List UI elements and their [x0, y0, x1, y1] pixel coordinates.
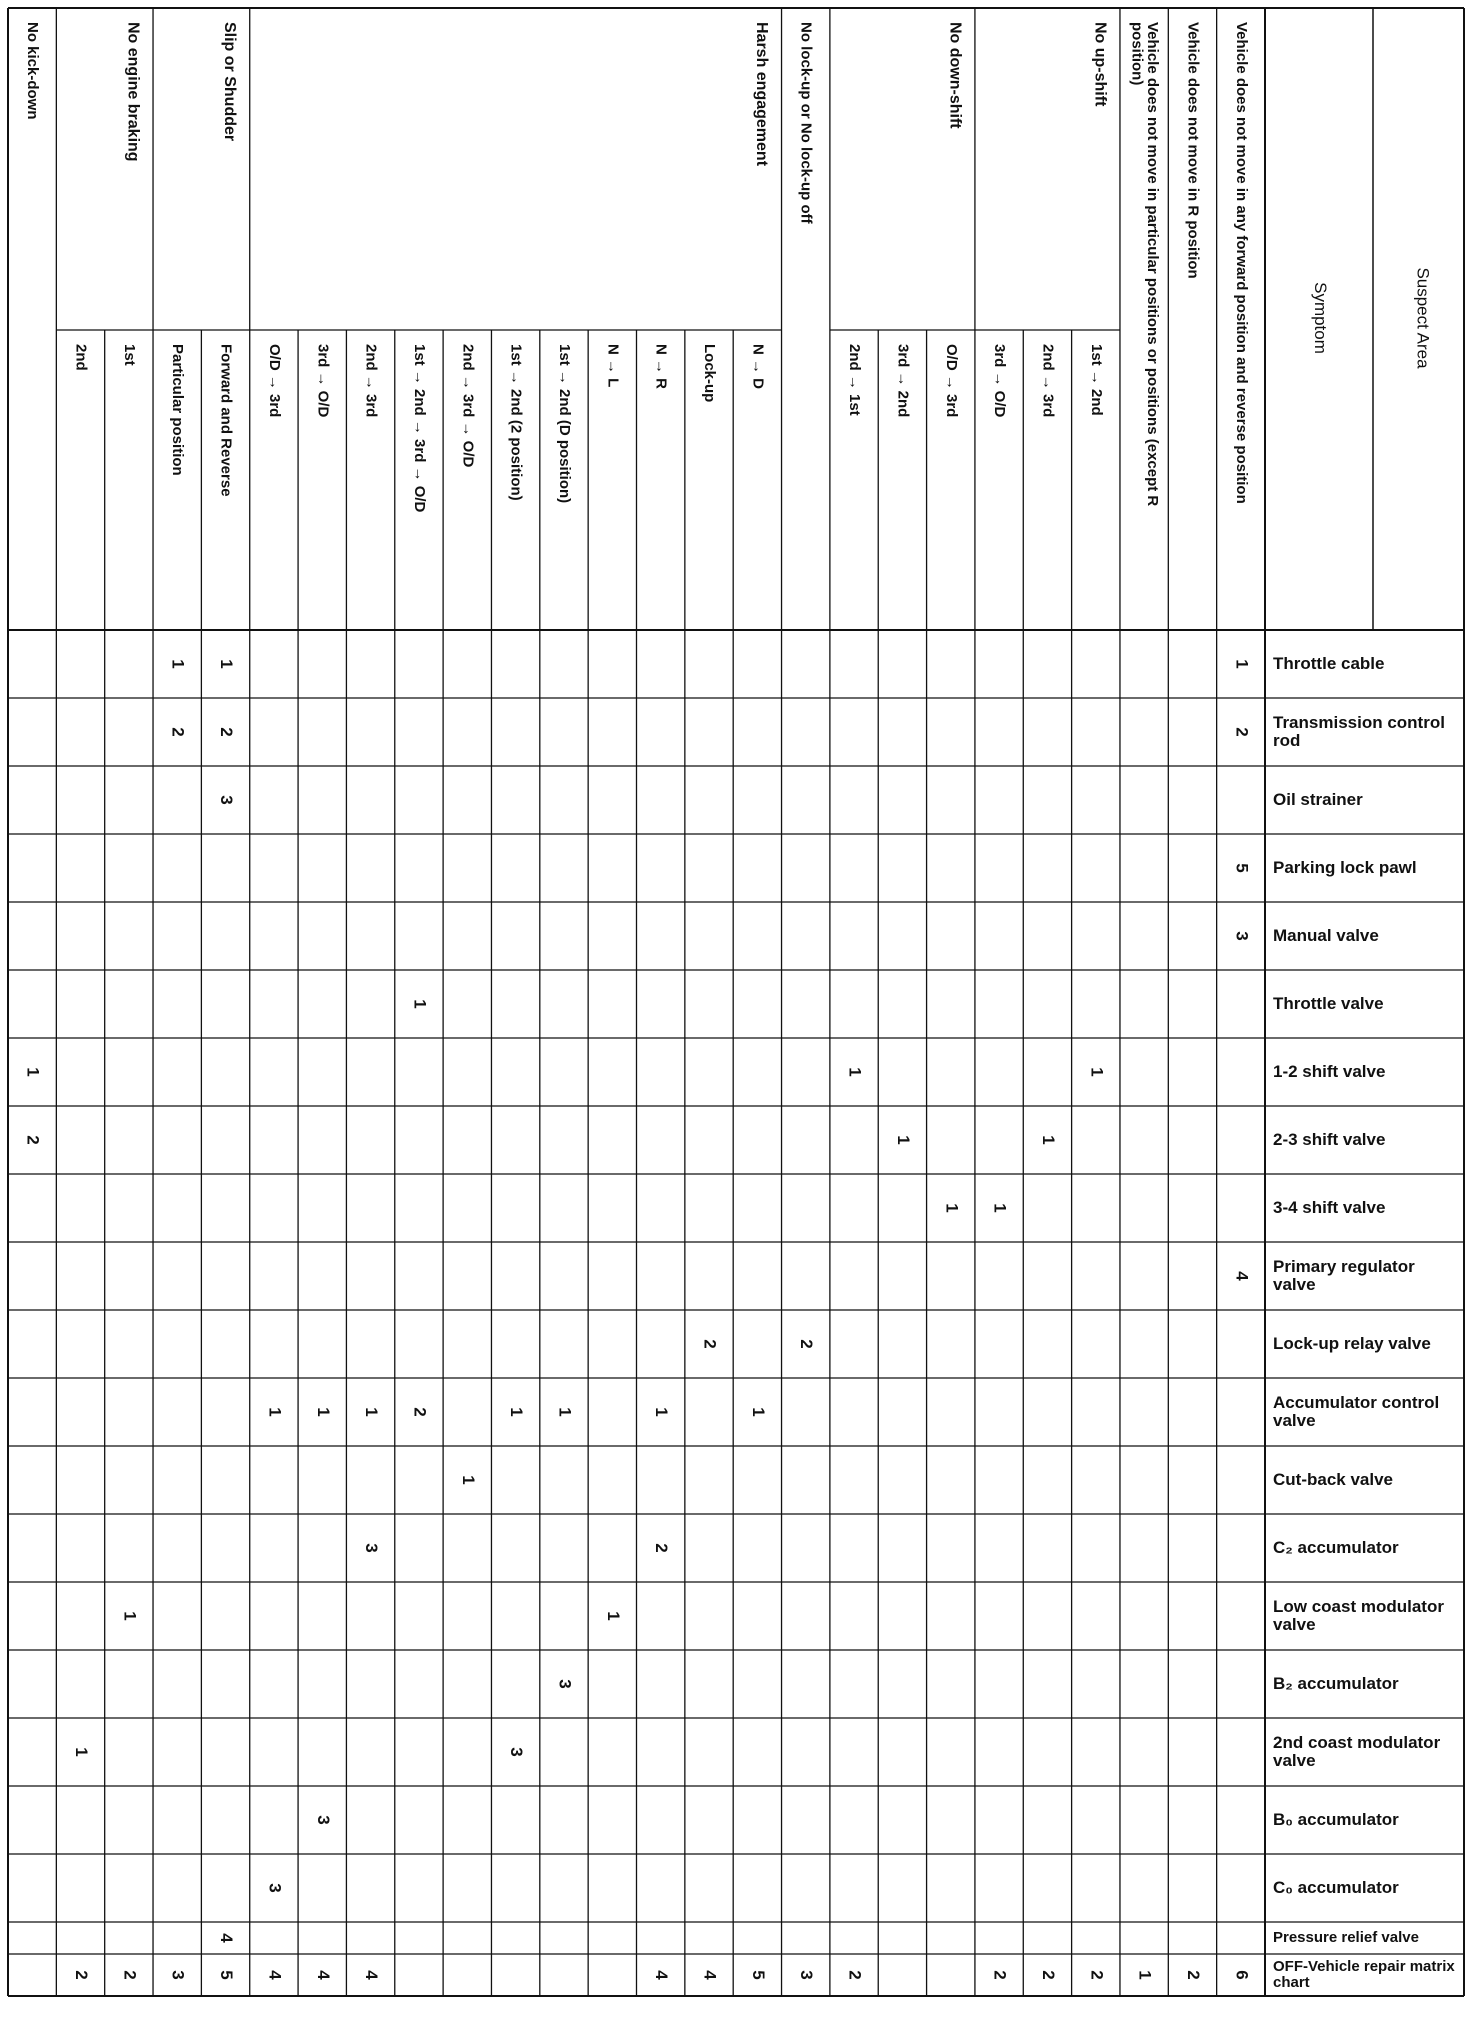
matrix-cell-value: 4 — [313, 1970, 333, 1980]
matrix-cell-value: 2 — [1087, 1970, 1107, 1980]
suspect-area-label: Low coast modulator valve — [1273, 1597, 1444, 1634]
suspect-area-label: Transmission control rod — [1273, 713, 1445, 750]
group-header: Harsh engagement — [752, 22, 771, 167]
suspect-area-label: B₂ accumulator — [1273, 1674, 1399, 1694]
symptom-header: No lock-up or No lock-up off — [797, 22, 815, 224]
suspect-area-label: Manual valve — [1273, 926, 1379, 946]
suspect-area-label: Primary regulator valve — [1273, 1257, 1415, 1294]
matrix-cell-value: 1 — [72, 1747, 92, 1757]
matrix-cell-value: 1 — [603, 1611, 623, 1621]
suspect-area-label: 2-3 shift valve — [1273, 1130, 1386, 1150]
matrix-cell-value: 5 — [217, 1970, 237, 1980]
matrix-cell-value: 2 — [23, 1135, 43, 1145]
suspect-area-label: Accumulator control valve — [1273, 1393, 1440, 1430]
matrix-cell-value: 1 — [23, 1067, 43, 1077]
subheader-label: 2nd → 1st — [846, 344, 864, 416]
matrix-cell-value: 1 — [893, 1135, 913, 1145]
matrix-cell-value: 1 — [845, 1067, 865, 1077]
suspect-area-label: 2nd coast modulator valve — [1273, 1733, 1441, 1770]
suspect-area-label: Lock-up relay valve — [1273, 1334, 1431, 1354]
matrix-cell-value: 2 — [168, 727, 188, 737]
matrix-cell-value: 2 — [797, 1339, 817, 1349]
matrix-cell-value: 1 — [458, 1475, 478, 1485]
subheader-label: 2nd → 3rd — [362, 344, 380, 418]
subheader-label: N → D — [749, 344, 767, 389]
symptom-header: Vehicle does not move in R position — [1184, 22, 1202, 279]
subheader-label: 3rd → 2nd — [894, 344, 912, 418]
matrix-cell-value: 3 — [313, 1815, 333, 1825]
matrix-cell-value: 3 — [217, 795, 237, 805]
matrix-cell-value: 6 — [1232, 1970, 1252, 1980]
suspect-area-label: Throttle cable — [1273, 654, 1385, 674]
matrix-cell-value: 2 — [845, 1970, 865, 1980]
matrix-cell-value: 2 — [217, 727, 237, 737]
subheader-label: 1st → 2nd — [1087, 344, 1105, 416]
suspect-area-header: Suspect Area — [1414, 267, 1433, 369]
suspect-area-label: Cut-back valve — [1273, 1470, 1393, 1490]
matrix-cell-value: 1 — [168, 659, 188, 669]
subheader-label: 3rd → O/D — [314, 344, 332, 418]
matrix-cell-value: 1 — [313, 1407, 333, 1417]
subheader-label: 1st → 2nd (D position) — [556, 344, 574, 504]
subheader-label: N → L — [604, 344, 622, 388]
symptom-header — [1128, 22, 1161, 506]
matrix-cell-value: 2 — [72, 1970, 92, 1980]
subheader-label: 1st → 2nd (2 position) — [507, 344, 525, 501]
suspect-area-label: C₂ accumulator — [1273, 1538, 1399, 1558]
subheader-label: Forward and Reverse — [217, 344, 235, 497]
subheader-label: Lock-up — [701, 344, 719, 403]
matrix-cell-value: 2 — [1038, 1970, 1058, 1980]
matrix-cell-value: 3 — [1232, 931, 1252, 941]
symptom-header-line: Vehicle does not move in particular positions or positions (except R — [1144, 22, 1162, 507]
matrix-cell-value: 4 — [700, 1970, 720, 1980]
suspect-area-label: OFF-Vehicle repair matrix chart — [1273, 1958, 1455, 1991]
matrix-cell-value: 2 — [1232, 727, 1252, 737]
group-header: No up-shift — [1091, 22, 1109, 107]
matrix-cell-value: 3 — [797, 1970, 817, 1980]
symptom-header: Vehicle does not move in any forward position and reverse position — [1232, 22, 1250, 504]
suspect-area-label: 3-4 shift valve — [1273, 1198, 1386, 1218]
matrix-cell-value: 3 — [362, 1543, 382, 1553]
matrix-cell-value: 2 — [1183, 1970, 1203, 1980]
subheader-label: O/D → 3rd — [942, 344, 960, 418]
matrix-cell-value: 4 — [362, 1970, 382, 1980]
matrix-cell-value: 1 — [265, 1407, 285, 1417]
matrix-cell-value: 1 — [652, 1407, 672, 1417]
matrix-cell-value: 4 — [1232, 1271, 1252, 1281]
suspect-area-label: Pressure relief valve — [1273, 1929, 1419, 1947]
subheader-label: 2nd → 3rd — [1039, 344, 1057, 418]
matrix-cell-value: 5 — [1232, 863, 1252, 873]
suspect-area-label: Throttle valve — [1273, 994, 1384, 1014]
matrix-cell-value: 5 — [748, 1970, 768, 1980]
subheader-label: 3rd → O/D — [991, 344, 1009, 418]
symptom-header: No kick-down — [24, 22, 42, 120]
suspect-area-label: Parking lock pawl — [1273, 858, 1417, 878]
group-header: No engine braking — [124, 22, 142, 162]
matrix-cell-value: 1 — [1087, 1067, 1107, 1077]
matrix-cell-value: 4 — [265, 1970, 285, 1980]
matrix-cell-value: 1 — [555, 1407, 575, 1417]
matrix-cell-value: 1 — [1232, 659, 1252, 669]
symptom-header: Symptom — [1310, 282, 1330, 354]
subheader-label: Particular position — [169, 344, 187, 476]
matrix-cell-value: 1 — [410, 999, 430, 1009]
matrix-cell-value: 3 — [507, 1747, 527, 1757]
matrix-cell-value: 1 — [120, 1611, 140, 1621]
matrix-cell-value: 1 — [362, 1407, 382, 1417]
matrix-cell-value: 3 — [168, 1970, 188, 1980]
matrix-cell-value: 2 — [990, 1970, 1010, 1980]
matrix-cell-value: 2 — [410, 1407, 430, 1417]
group-header: Slip or Shudder — [221, 22, 239, 142]
matrix-cell-value: 1 — [748, 1407, 768, 1417]
suspect-area-label: C₀ accumulator — [1273, 1878, 1399, 1898]
subheader-label: 2nd — [72, 344, 90, 371]
matrix-cell-value: 1 — [990, 1203, 1010, 1213]
matrix-cell-value: 1 — [507, 1407, 527, 1417]
matrix-cell-value: 1 — [217, 659, 237, 669]
suspect-area-label: B₀ accumulator — [1273, 1810, 1399, 1830]
matrix-cell-value: 4 — [217, 1933, 237, 1943]
subheader-label: N → R — [652, 344, 670, 389]
matrix-cell-value: 1 — [1038, 1135, 1058, 1145]
subheader-label: 2nd → 3rd → O/D — [459, 344, 477, 468]
subheader-label: O/D → 3rd — [265, 344, 283, 418]
matrix-cell-value: 2 — [120, 1970, 140, 1980]
matrix-cells — [24, 659, 1252, 1980]
subheader-label: 1st — [120, 344, 138, 366]
symptom-header-line: position) — [1128, 22, 1146, 86]
matrix-cell-value: 3 — [265, 1883, 285, 1893]
matrix-cell-value: 2 — [652, 1543, 672, 1553]
matrix-cell-value: 1 — [1135, 1970, 1155, 1980]
matrix-cell-value: 1 — [942, 1203, 962, 1213]
matrix-cell-value: 3 — [555, 1679, 575, 1689]
matrix-cell-value: 2 — [700, 1339, 720, 1349]
group-header: No down-shift — [946, 22, 964, 129]
suspect-area-label: 1-2 shift valve — [1273, 1062, 1386, 1082]
matrix-cell-value: 4 — [652, 1970, 672, 1980]
suspect-area-label: Oil strainer — [1273, 790, 1363, 810]
subheader-label: 1st → 2nd → 3rd → O/D — [410, 344, 428, 513]
